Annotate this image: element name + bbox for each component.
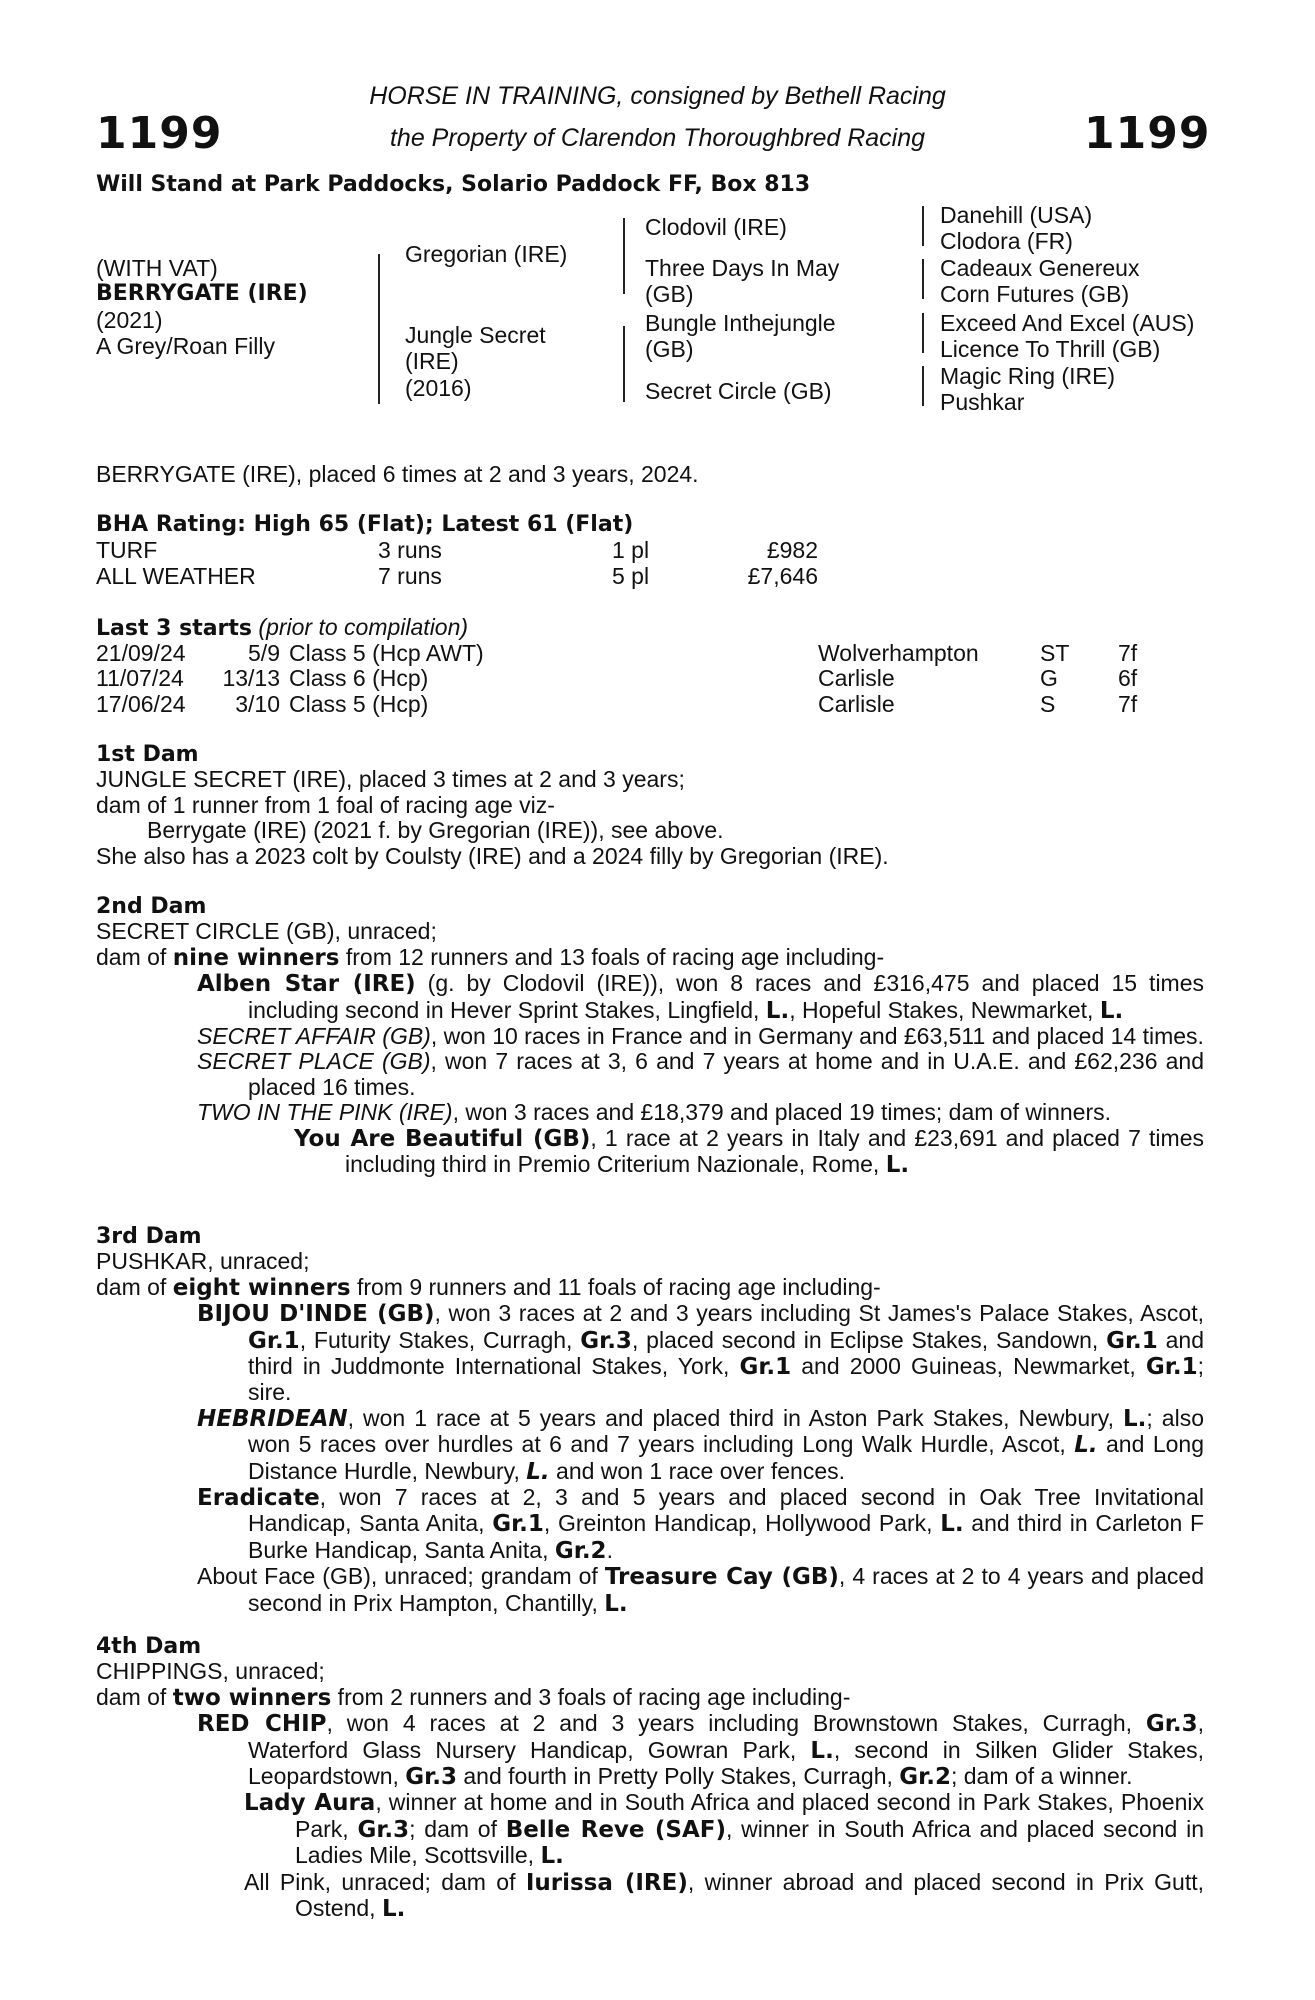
fourth-dam-entry-2: Lady Aura, winner at home and in South Africa and placed second in Park Stakes, Phoenix Park, Gr.3; dam of Belle Reve (SAF), winner in South Africa and placed second in Ladies Mile, Scottsville, L.	[244, 1789, 1205, 1870]
aw-placed: 5 pl	[612, 563, 650, 589]
third-dam-line-2: dam of eight winners from 9 runners and 11 foals of racing age including-	[96, 1273, 881, 1301]
ancestor-1: Danehill (USA)	[940, 202, 1093, 228]
second-dam-title: 2nd Dam	[96, 894, 207, 919]
second-dam-section	[96, 894, 1204, 1178]
turf-runs: 3 runs	[378, 537, 442, 563]
first-dam-title: 1st Dam	[96, 742, 199, 767]
turf-money: £982	[766, 537, 818, 563]
third-dam-entry-1: BIJOU D'INDE (GB), won 3 races at 2 and 3 years including St James's Palace Stakes, Ascot, Gr.1, Futurity Stakes, Curragh, Gr.3, placed second in Eclipse Stakes, Sandown, Gr.1 and third in Juddmonte International Stakes, York, Gr.1 and 2000 Guineas, Newmarket, Gr.1; sire.	[197, 1300, 1204, 1406]
start-1-going: ST	[1040, 640, 1070, 666]
horse-description: A Grey/Roan Filly	[96, 333, 275, 359]
pedigree-bracket-dam	[623, 326, 625, 402]
start-2-date: 11/07/24	[96, 665, 184, 691]
bha-rating-title: BHA Rating: High 65 (Flat); Latest 61 (Flat)	[96, 512, 634, 537]
aw-runs: 7 runs	[378, 563, 442, 589]
start-2-race: Class 6 (Hcp)	[289, 665, 429, 691]
pedigree-bracket-g2	[922, 259, 924, 299]
ancestor-4: Corn Futures (GB)	[940, 281, 1130, 307]
last-starts-note: (prior to compilation)	[258, 614, 469, 640]
second-dam-entry-3: SECRET PLACE (GB), won 7 races at 3, 6 and 7 years at home and in U.A.E. and £62,236 and placed 16 times.	[197, 1048, 1204, 1100]
stand-location: Will Stand at Park Paddocks, Solario Paddock FF, Box 813	[96, 172, 811, 197]
start-1-race: Class 5 (Hcp AWT)	[289, 640, 484, 666]
dam-line-1: Jungle Secret	[405, 322, 546, 348]
turf-placed: 1 pl	[612, 537, 650, 563]
second-dam-entry-5: You Are Beautiful (GB), 1 race at 2 years in Italy and £23,691 and placed 7 times including third in Premio Criterium Nazionale, Rome, L.	[294, 1124, 1204, 1179]
third-dam-line-1: PUSHKAR, unraced;	[96, 1248, 310, 1275]
first-dam-line-4: She also has a 2023 colt by Coulsty (IRE) and a 2024 filly by Gregorian (IRE).	[96, 842, 889, 869]
start-1-date: 21/09/24	[96, 640, 186, 666]
second-dam-entry-2: SECRET AFFAIR (GB), won 10 races in France and in Germany and £63,511 and placed 14 times.	[197, 1023, 1204, 1050]
pedigree-bracket-g1	[922, 206, 924, 246]
dam-sire-line-1: Bungle Inthejungle	[645, 310, 836, 336]
lot-number-left: 1199	[96, 108, 223, 159]
start-3-course: Carlisle	[818, 691, 895, 717]
first-dam-line-2: dam of 1 runner from 1 foal of racing age viz-	[96, 791, 555, 818]
aw-label: ALL WEATHER	[96, 563, 256, 589]
sire: Gregorian (IRE)	[405, 241, 568, 267]
start-3-date: 17/06/24	[96, 691, 186, 717]
fourth-dam-title: 4th Dam	[96, 1634, 202, 1659]
ancestor-7: Magic Ring (IRE)	[940, 363, 1116, 389]
start-3-pos: 3/10	[235, 691, 280, 717]
third-dam-entry-4: About Face (GB), unraced; grandam of Treasure Cay (GB), 4 races at 2 to 4 years and placed second in Prix Hampton, Chantilly, L.	[197, 1563, 1205, 1617]
ancestor-5: Exceed And Excel (AUS)	[940, 310, 1195, 336]
start-1-course: Wolverhampton	[818, 640, 979, 666]
pedigree-bracket-parents	[378, 254, 380, 404]
race-summary: BERRYGATE (IRE), placed 6 times at 2 and 3 years, 2024.	[96, 461, 699, 487]
aw-money: £7,646	[747, 563, 818, 589]
third-dam-section	[96, 1224, 1204, 1617]
start-2-distance: 6f	[1118, 665, 1138, 691]
fourth-dam-line-1: CHIPPINGS, unraced;	[96, 1658, 325, 1685]
turf-label: TURF	[96, 537, 158, 563]
first-dam-section	[96, 742, 1204, 869]
second-dam-entry-4: TWO IN THE PINK (IRE), won 3 races and £18,379 and placed 19 times; dam of winners.	[197, 1099, 1112, 1126]
consignor-line: HORSE IN TRAINING, consigned by Bethell Racing	[369, 82, 946, 110]
first-dam-line-1: JUNGLE SECRET (IRE), placed 3 times at 2 and 3 years;	[96, 766, 685, 793]
sire-sire: Clodovil (IRE)	[645, 214, 787, 240]
ancestor-3: Cadeaux Genereux	[940, 255, 1140, 281]
pedigree-bracket-sire	[623, 218, 625, 294]
foaling-year: (2021)	[96, 307, 163, 333]
sire-dam-line-2: (GB)	[645, 281, 694, 307]
third-dam-title: 3rd Dam	[96, 1224, 202, 1249]
horse-name: BERRYGATE (IRE)	[96, 281, 308, 306]
start-2-going: G	[1040, 665, 1058, 691]
pedigree-bracket-g4	[922, 366, 924, 406]
start-3-race: Class 5 (Hcp)	[289, 691, 429, 717]
start-1-pos: 5/9	[248, 640, 280, 666]
sire-dam-line-1: Three Days In May	[645, 255, 840, 281]
dam-sire-line-2: (GB)	[645, 336, 694, 362]
start-3-distance: 7f	[1118, 691, 1138, 717]
property-line: the Property of Clarendon Thoroughbred Racing	[389, 124, 926, 152]
fourth-dam-line-2: dam of two winners from 2 runners and 3 foals of racing age including-	[96, 1683, 851, 1711]
last-starts-title: Last 3 starts	[96, 616, 253, 641]
ancestor-6: Licence To Thrill (GB)	[940, 336, 1161, 362]
vat-label: (WITH VAT)	[96, 255, 218, 281]
second-dam-line-2: dam of nine winners from 12 runners and 13 foals of racing age including-	[96, 943, 885, 971]
dam-dam: Secret Circle (GB)	[645, 378, 832, 404]
fourth-dam-entry-3: All Pink, unraced; dam of Iurissa (IRE), winner abroad and placed second in Prix Gutt, Ostend, L.	[244, 1868, 1205, 1923]
second-dam-entry-1: Alben Star (IRE) (g. by Clodovil (IRE)), won 8 races and £316,475 and placed 15 times including second in Hever Sprint Stakes, Lingfield, L., Hopeful Stakes, Newmarket, L.	[197, 970, 1204, 1024]
start-2-pos: 13/13	[222, 665, 280, 691]
start-3-going: S	[1040, 691, 1056, 717]
ancestor-8: Pushkar	[940, 389, 1025, 415]
lot-number-right: 1199	[1084, 108, 1211, 159]
ancestor-2: Clodora (FR)	[940, 228, 1073, 254]
pedigree-bracket-g3	[922, 313, 924, 353]
start-2-course: Carlisle	[818, 665, 895, 691]
fourth-dam-entry-1: RED CHIP, won 4 races at 2 and 3 years including Brownstown Stakes, Curragh, Gr.3, Waterford Glass Nursery Handicap, Gowran Park, L., second in Silken Glider Stakes, Leopardstown, Gr.3 and fourth in Pretty Polly Stakes, Curragh, Gr.2; dam of a winner.	[197, 1710, 1204, 1791]
dam-line-3: (2016)	[405, 375, 472, 401]
first-dam-line-3: Berrygate (IRE) (2021 f. by Gregorian (IRE)), see above.	[147, 817, 724, 844]
last-starts-heading	[96, 615, 468, 641]
third-dam-entry-2: HEBRIDEAN, won 1 race at 5 years and placed third in Aston Park Stakes, Newbury, L.; also won 5 races over hurdles at 6 and 7 years including Long Walk Hurdle, Ascot, L. and Long Distance Hurdle, Newbury, L. and won 1 race over fences.	[197, 1404, 1204, 1485]
start-1-distance: 7f	[1118, 640, 1138, 666]
dam-line-2: (IRE)	[405, 348, 459, 374]
third-dam-entry-3: Eradicate, won 7 races at 2, 3 and 5 years and placed second in Oak Tree Invitational Handicap, Santa Anita, Gr.1, Greinton Handicap, Hollywood Park, L. and third in Carleton F Burke Handicap, Santa Anita, Gr.2.	[197, 1484, 1204, 1564]
fourth-dam-section	[96, 1634, 1204, 1922]
second-dam-line-1: SECRET CIRCLE (GB), unraced;	[96, 918, 437, 945]
